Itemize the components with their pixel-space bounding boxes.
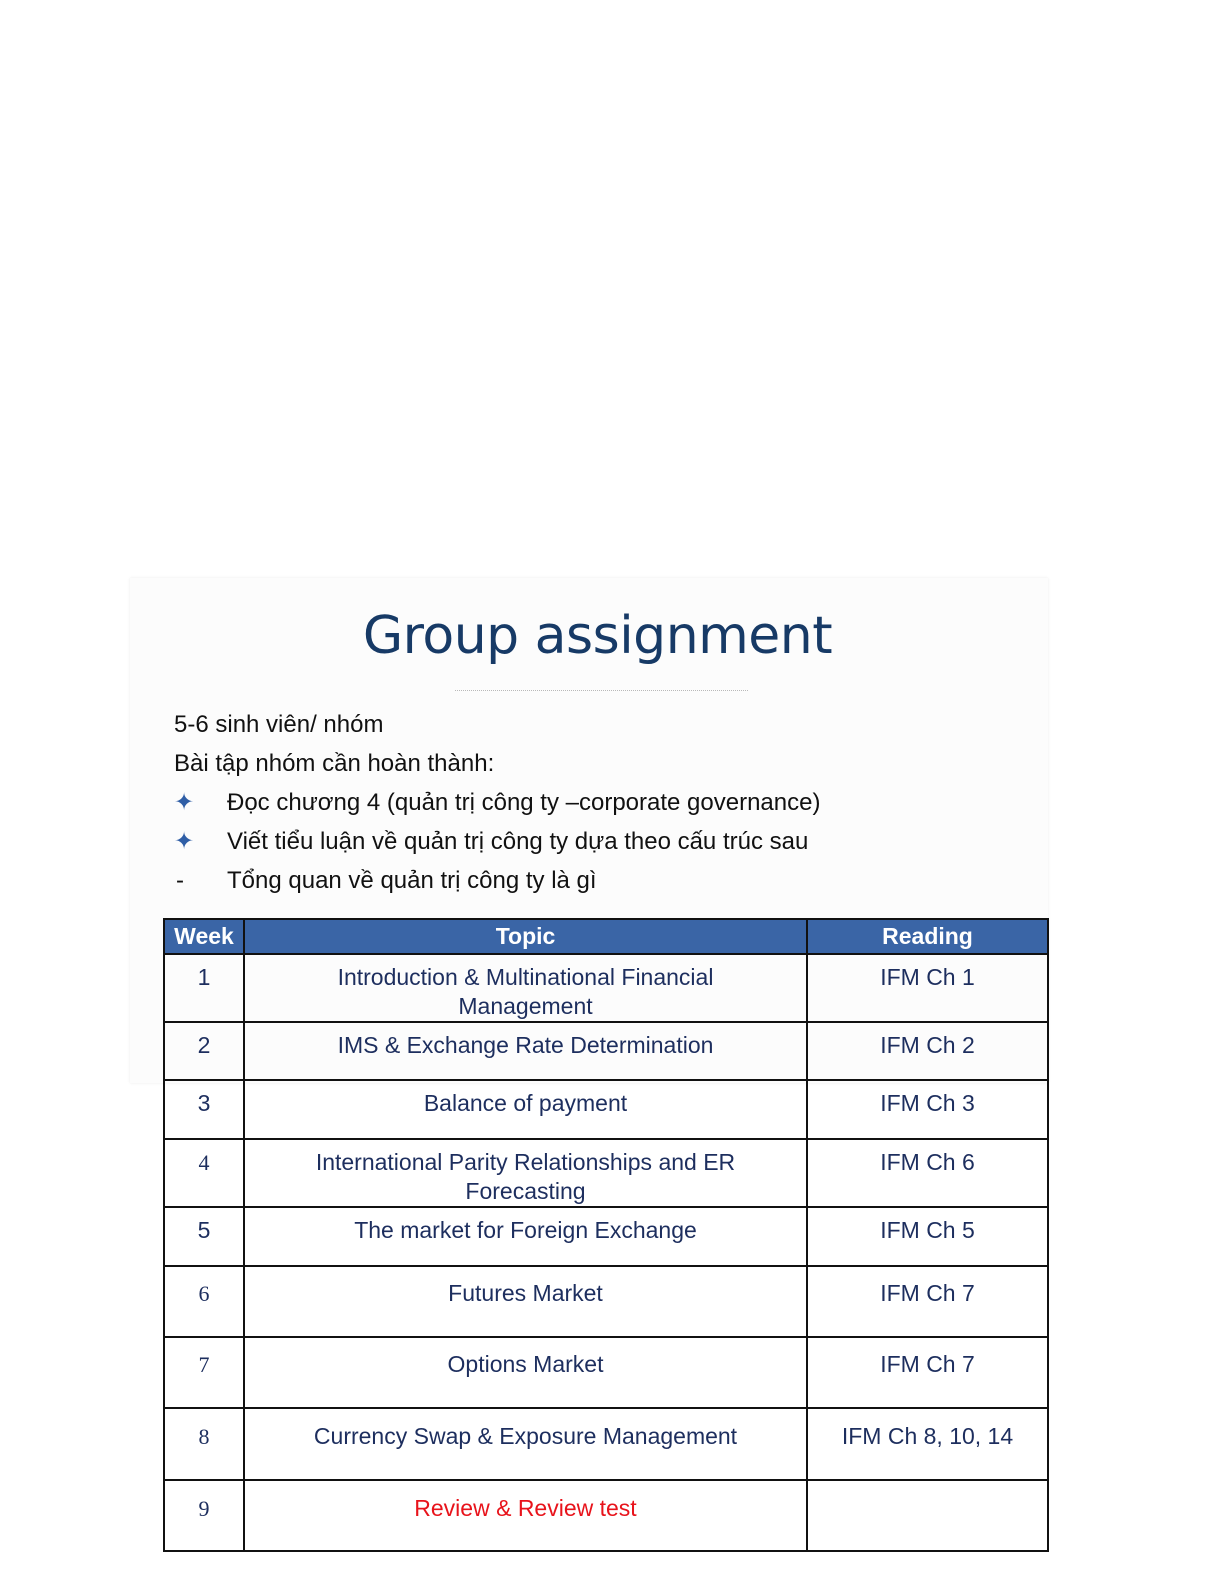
table-header-row	[164, 919, 1048, 954]
intro-line-tasks: Bài tập nhóm cần hoàn thành:	[174, 750, 495, 777]
table-row	[164, 1480, 1048, 1551]
table-row	[164, 1337, 1048, 1408]
reading-cell: IFM Ch 2	[807, 1022, 1048, 1080]
reading-cell: IFM Ch 7	[807, 1266, 1048, 1337]
week-cell: 2	[164, 1022, 244, 1080]
star-bullet-icon: ✦	[174, 789, 195, 816]
week-cell: 9	[164, 1480, 244, 1551]
topic-cell: Review & Review test	[244, 1480, 807, 1551]
slide-title: Group assignment	[362, 606, 833, 666]
dash-bullet-icon: -	[176, 867, 184, 894]
topic-cell: Currency Swap & Exposure Management	[244, 1408, 807, 1480]
week-cell: 8	[164, 1408, 244, 1480]
reading-cell: IFM Ch 6	[807, 1139, 1048, 1207]
column-header-topic: Topic	[244, 919, 807, 954]
topic-cell: Futures Market	[244, 1266, 807, 1337]
reading-cell: IFM Ch 5	[807, 1207, 1048, 1266]
week-cell: 5	[164, 1207, 244, 1266]
reading-cell: IFM Ch 8, 10, 14	[807, 1408, 1048, 1480]
reading-cell	[807, 1480, 1048, 1551]
table-row	[164, 1022, 1048, 1080]
bullet-text-overview: Tổng quan về quản trị công ty là gì	[227, 867, 597, 894]
bullet-text-write-essay: Viết tiểu luận về quản trị công ty dựa theo cấu trúc sau	[227, 828, 809, 855]
topic-cell: Options Market	[244, 1337, 807, 1408]
topic-cell: Balance of payment	[244, 1080, 807, 1139]
topic-cell: Introduction & Multinational Financial Management	[244, 954, 807, 1022]
column-header-week: Week	[164, 919, 244, 954]
bullet-text-read-chapter: Đọc chương 4 (quản trị công ty –corporate governance)	[227, 789, 821, 816]
reading-cell: IFM Ch 1	[807, 954, 1048, 1022]
reading-cell: IFM Ch 7	[807, 1337, 1048, 1408]
title-divider	[455, 690, 748, 691]
week-cell: 6	[164, 1266, 244, 1337]
week-cell: 1	[164, 954, 244, 1022]
table-row	[164, 1139, 1048, 1207]
topic-cell: IMS & Exchange Rate Determination	[244, 1022, 807, 1080]
table-row	[164, 1266, 1048, 1337]
schedule-table	[163, 918, 1049, 1552]
topic-cell: International Parity Relationships and ER Forecasting	[244, 1139, 807, 1207]
table-row	[164, 954, 1048, 1022]
week-cell: 4	[164, 1139, 244, 1207]
star-bullet-icon: ✦	[174, 828, 195, 855]
table-row	[164, 1207, 1048, 1266]
reading-cell: IFM Ch 3	[807, 1080, 1048, 1139]
week-cell: 7	[164, 1337, 244, 1408]
topic-cell: The market for Foreign Exchange	[244, 1207, 807, 1266]
intro-line-group-size: 5-6 sinh viên/ nhóm	[174, 711, 384, 738]
column-header-reading: Reading	[807, 919, 1048, 954]
table-row	[164, 1080, 1048, 1139]
table-row	[164, 1408, 1048, 1480]
week-cell: 3	[164, 1080, 244, 1139]
